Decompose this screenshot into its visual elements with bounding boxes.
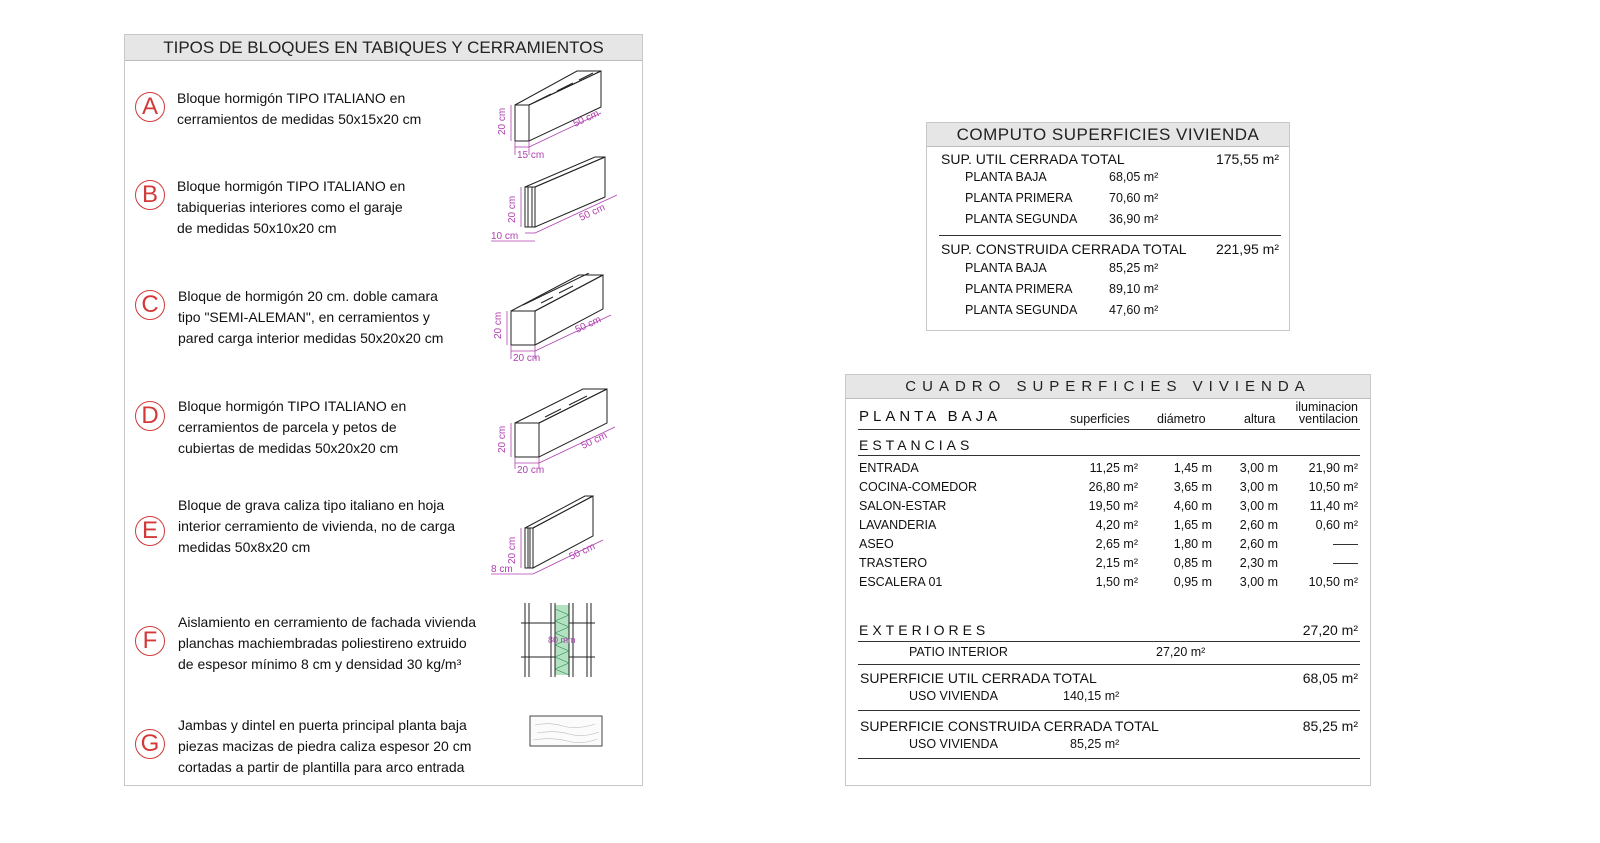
cuadro-superficies-panel (845, 374, 1371, 786)
block-b-height-label: 20 cm (507, 195, 518, 223)
room-superficie: 4,20 m² (1095, 518, 1138, 532)
block-types-panel (124, 34, 643, 786)
room-altura: 3,00 m (1239, 499, 1278, 513)
item-f-description: Aislamiento en cerramiento de fachada vivienda planchas machiembradas poliestireno extruido de espesor mínimo 8 cm y densidad 30 kg/m³ (178, 614, 477, 672)
util-row-name: PLANTA SEGUNDA (965, 212, 1078, 226)
sup-util-label: SUP. UTIL CERRADA TOTAL (941, 151, 1125, 167)
construida-row-name: PLANTA BAJA (965, 261, 1047, 275)
block-d-length-label: 50 cm (579, 430, 609, 452)
room-altura: 2,60 m (1239, 537, 1278, 551)
computo-title: COMPUTO SUPERFICIES VIVIENDA (927, 123, 1289, 147)
room-diametro: 0,85 m (1173, 556, 1212, 570)
col-iluminacion: iluminacion (1295, 400, 1358, 414)
block-e-length-label: 50 cm (567, 541, 597, 563)
room-iluminacion: 10,50 m² (1308, 480, 1358, 494)
block-e-drawing (491, 490, 641, 585)
util-row-value: 70,60 m² (1109, 191, 1159, 205)
room-name: SALON-ESTAR (859, 499, 947, 513)
col-diametro: diámetro (1157, 412, 1206, 426)
item-d-description: Bloque hormigón TIPO ITALIANO en cerramientos de parcela y petos de cubiertas de medidas 50x20x20 cm (178, 398, 407, 456)
item-g-letter: G (135, 729, 165, 759)
item-e-letter: E (135, 516, 165, 546)
room-superficie: 2,15 m² (1095, 556, 1138, 570)
insulation-section-drawing (521, 603, 601, 677)
room-diametro: 4,60 m (1173, 499, 1212, 513)
patio-value: 27,20 m² (1156, 645, 1206, 659)
room-name: ESCALERA 01 (859, 575, 943, 589)
item-b-letter: B (135, 180, 165, 210)
item-d-letter: D (135, 401, 165, 431)
exteriores-total: 27,20 m² (1302, 622, 1358, 638)
room-iluminacion: 11,40 m² (1309, 499, 1358, 513)
sup-construida-total: 221,95 m² (1215, 241, 1279, 257)
block-a-length-label: 50 cm (571, 108, 601, 130)
room-name: COCINA-COMEDOR (859, 480, 978, 494)
room-iluminacion: 0,60 m² (1315, 518, 1358, 532)
item-a-description: Bloque hormigón TIPO ITALIANO en cerramientos de medidas 50x15x20 cm (177, 90, 422, 127)
room-diametro: 1,80 m (1173, 537, 1212, 551)
room-superficie: 2,65 m² (1095, 537, 1138, 551)
util-row-value: 68,05 m² (1109, 170, 1159, 184)
construida-total-value: 85,25 m² (1302, 718, 1358, 734)
col-ventilacion: ventilacion (1298, 412, 1358, 426)
block-e-width-label: 8 cm (491, 564, 513, 575)
construida-uso-label: USO VIVIENDA (909, 737, 998, 751)
room-iluminacion: 21,90 m² (1308, 461, 1358, 475)
block-b-width-label: 10 cm (491, 231, 519, 242)
item-b-description: Bloque hormigón TIPO ITALIANO en tabiquerias interiores como el garaje de medidas 50x10x20 cm (177, 178, 406, 236)
item-e-description: Bloque de grava caliza tipo italiano en hoja interior cerramiento de vivienda, no de carga medidas 50x8x20 cm (178, 497, 456, 555)
estancias-label: ESTANCIAS (859, 437, 974, 453)
room-diametro: 3,65 m (1173, 480, 1212, 494)
sup-util-total: 175,55 m² (1215, 151, 1279, 167)
util-row-name: PLANTA BAJA (965, 170, 1047, 184)
item-c-description: Bloque de hormigón 20 cm. doble camara tipo "SEMI-ALEMAN", en cerramientos y pared carga interior medidas 50x20x20 cm (178, 288, 444, 346)
col-altura: altura (1244, 412, 1276, 426)
block-c-length-label: 50 cm (573, 314, 603, 336)
block-a-width-label: 15 cm (517, 150, 545, 160)
insulation-thickness-label: 80 mm (548, 635, 576, 645)
exteriores-label: EXTERIORES (859, 622, 990, 638)
util-row-value: 36,90 m² (1109, 212, 1159, 226)
room-diametro: 1,45 m (1173, 461, 1212, 475)
room-altura: 3,00 m (1239, 575, 1278, 589)
util-uso-label: USO VIVIENDA (909, 689, 998, 703)
block-e-height-label: 20 cm (507, 536, 518, 564)
sup-construida-label: SUP. CONSTRUIDA CERRADA TOTAL (941, 241, 1187, 257)
item-g-description: Jambas y dintel en puerta principal planta baja piezas macizas de piedra caliza espesor 20 cm cortadas a partir de plantilla para arco entrada (178, 717, 472, 775)
room-altura: 3,00 m (1239, 480, 1278, 494)
patio-divider (858, 664, 1360, 665)
col-superficies: superficies (1070, 412, 1130, 426)
util-uso-value: 140,15 m² (1063, 689, 1120, 703)
room-iluminacion: 10,50 m² (1308, 575, 1358, 589)
block-d-height-label: 20 cm (497, 425, 508, 453)
room-altura: 2,60 m (1239, 518, 1278, 532)
estancias-divider (858, 455, 1360, 456)
block-d-drawing (491, 387, 641, 482)
item-c-letter: C (135, 290, 165, 320)
block-a-height-label: 20 cm (497, 107, 508, 135)
room-superficie: 26,80 m² (1088, 480, 1138, 494)
util-row-name: PLANTA PRIMERA (965, 191, 1073, 205)
block-b-length-label: 50 cm (577, 202, 607, 224)
room-superficie: 11,25 m² (1089, 461, 1138, 475)
room-diametro: 0,95 m (1173, 575, 1212, 589)
util-total-value: 68,05 m² (1302, 670, 1358, 686)
construida-total-label: SUPERFICIE CONSTRUIDA CERRADA TOTAL (860, 718, 1159, 734)
block-types-title: TIPOS DE BLOQUES EN TABIQUES Y CERRAMIENTOS (125, 35, 642, 61)
floor-title: PLANTA BAJA (859, 408, 1002, 425)
block-c-width-label: 20 cm (513, 353, 541, 364)
item-f-letter: F (135, 626, 165, 656)
block-a-drawing (491, 65, 641, 160)
stone-jamb-drawing (529, 715, 605, 749)
construida-row-name: PLANTA SEGUNDA (965, 303, 1078, 317)
construida-uso-value: 85,25 m² (1070, 737, 1120, 751)
construida-row-value: 47,60 m² (1109, 303, 1159, 317)
room-name: ENTRADA (859, 461, 919, 475)
util-total-label: SUPERFICIE UTIL CERRADA TOTAL (860, 670, 1097, 686)
room-name: ASEO (859, 537, 894, 551)
room-altura: 3,00 m (1239, 461, 1278, 475)
computo-superficies-panel (926, 122, 1290, 331)
util-divider (858, 710, 1360, 711)
construida-row-value: 89,10 m² (1109, 282, 1159, 296)
room-iluminacion: —— (1333, 537, 1358, 551)
cuadro-title: CUADRO SUPERFICIES VIVIENDA (846, 375, 1370, 399)
block-b-drawing (491, 155, 641, 250)
room-superficie: 19,50 m² (1088, 499, 1138, 513)
room-superficie: 1,50 m² (1095, 575, 1138, 589)
block-c-height-label: 20 cm (493, 311, 504, 339)
computo-divider (939, 235, 1281, 236)
room-name: LAVANDERIA (859, 518, 937, 532)
exteriores-divider (858, 641, 1360, 642)
block-d-width-label: 20 cm (517, 465, 545, 476)
patio-label: PATIO INTERIOR (909, 645, 1008, 659)
block-c-drawing (491, 273, 641, 368)
room-diametro: 1,65 m (1173, 518, 1212, 532)
item-a-letter: A (135, 92, 165, 122)
construida-row-value: 85,25 m² (1109, 261, 1159, 275)
construida-divider (858, 758, 1360, 759)
header-divider (858, 429, 1360, 430)
room-altura: 2,30 m (1239, 556, 1278, 570)
room-name: TRASTERO (859, 556, 928, 570)
room-iluminacion: —— (1333, 556, 1358, 570)
construida-row-name: PLANTA PRIMERA (965, 282, 1073, 296)
